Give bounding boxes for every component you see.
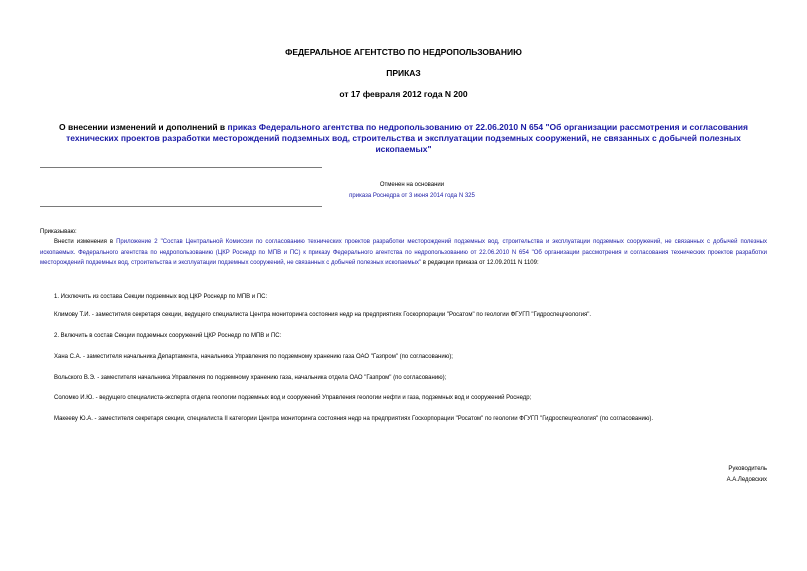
document-title — [40, 122, 767, 155]
paragraph-amendment-start: Внести изменения в — [54, 239, 117, 245]
agency-heading: ФЕДЕРАЛЬНОЕ АГЕНТСТВО ПО НЕДРОПОЛЬЗОВАНИЮ — [285, 47, 522, 57]
signature-role: Руководитель — [728, 466, 767, 472]
document-type-heading: ПРИКАЗ — [386, 68, 421, 78]
item-1-person: Климову Т.И. - заместителя секретаря секции, ведущего специалиста Центра мониторинга состояния недр на предприятиях Госкорпорации "Росатом" по геологии ФГУГП "Гидроспецгеология". — [54, 312, 592, 318]
item-2-person-solomko: Соломко И.Ю. - ведущего специалиста-эксперта отдела геологии подземных вод и сооружений Управления геологии нефти и газа, подземных вод и сооружений Роснедр; — [54, 395, 532, 401]
title-prefix: О внесении изменений и дополнений в — [59, 122, 228, 132]
divider-top — [40, 167, 322, 168]
prikazyvayu-label: Приказываю: — [40, 229, 77, 235]
divider-bottom — [40, 206, 322, 207]
item-2-person-volsky: Вольского В.Э. - заместителя начальника Управления по подземному хранению газа, начальника отдела ОАО "Газпром" (по согласованию); — [54, 375, 447, 381]
document-date-number: от 17 февраля 2012 года N 200 — [339, 89, 468, 99]
title-link[interactable]: приказ Федерального агентства по недропользованию от 22.06.2010 N 654 "Об организации рассмотрения и согласования технических проектов разработки месторождений подземных вод, строительства и эксплуатации подземных сооружений, не связанных с добычей полезных ископаемых" — [66, 122, 748, 154]
cancellation-order-link[interactable]: приказа Роснедра от 3 июня 2014 года N 325 — [349, 193, 475, 199]
paragraph-amendment-end: в редакции приказа от 12.09.2011 N 1109: — [421, 260, 539, 266]
item-2-person-khan: Хана С.А. - заместителя начальника Департамента, начальника Управления по подземному хранению газа ОАО "Газпром" (по согласованию); — [54, 354, 453, 360]
cancellation-note: Отменен на основании — [379, 182, 445, 188]
item-2-person-makeeva: Макееву Ю.А. - заместителя секретаря секции, специалиста II категории Центра мониторинга состояния недр на предприятиях Госкорпорации "Росатом" по геологии ФГУГП "Гидроспецгеология" (по согласованию). — [54, 416, 654, 422]
signature-name: А.А.Ледовских — [726, 477, 767, 483]
item-2: 2. Включить в состав Секции подземных сооружений ЦКР Роснедр по МПВ и ПС: — [54, 333, 282, 339]
appendix-link[interactable]: Приложение 2 "Состав Центральной Комиссии по согласованию технических проектов разработки месторождений подземных вод, строительства и эксплуатации подземных сооружений, не связанных с добычей полезных ископаемых. Федерального агентства по недропользованию (ЦКР Роснедр по МПВ и ПС) к приказу Федерального агентства по недропользованию от 22.06.2010 N 654 "Об организации рассмотрения и согласования технических проектов разработки месторождений подземных вод, строительства и эксплуатации подземных сооружений, не связанных с добычей полезных ископаемых" — [40, 239, 767, 266]
cancellation-link — [322, 191, 502, 202]
item-1: 1. Исключить из состава Секции подземных вод ЦКР Роснедр по МПВ и ПС: — [54, 294, 268, 300]
paragraph-amendment — [40, 237, 767, 269]
